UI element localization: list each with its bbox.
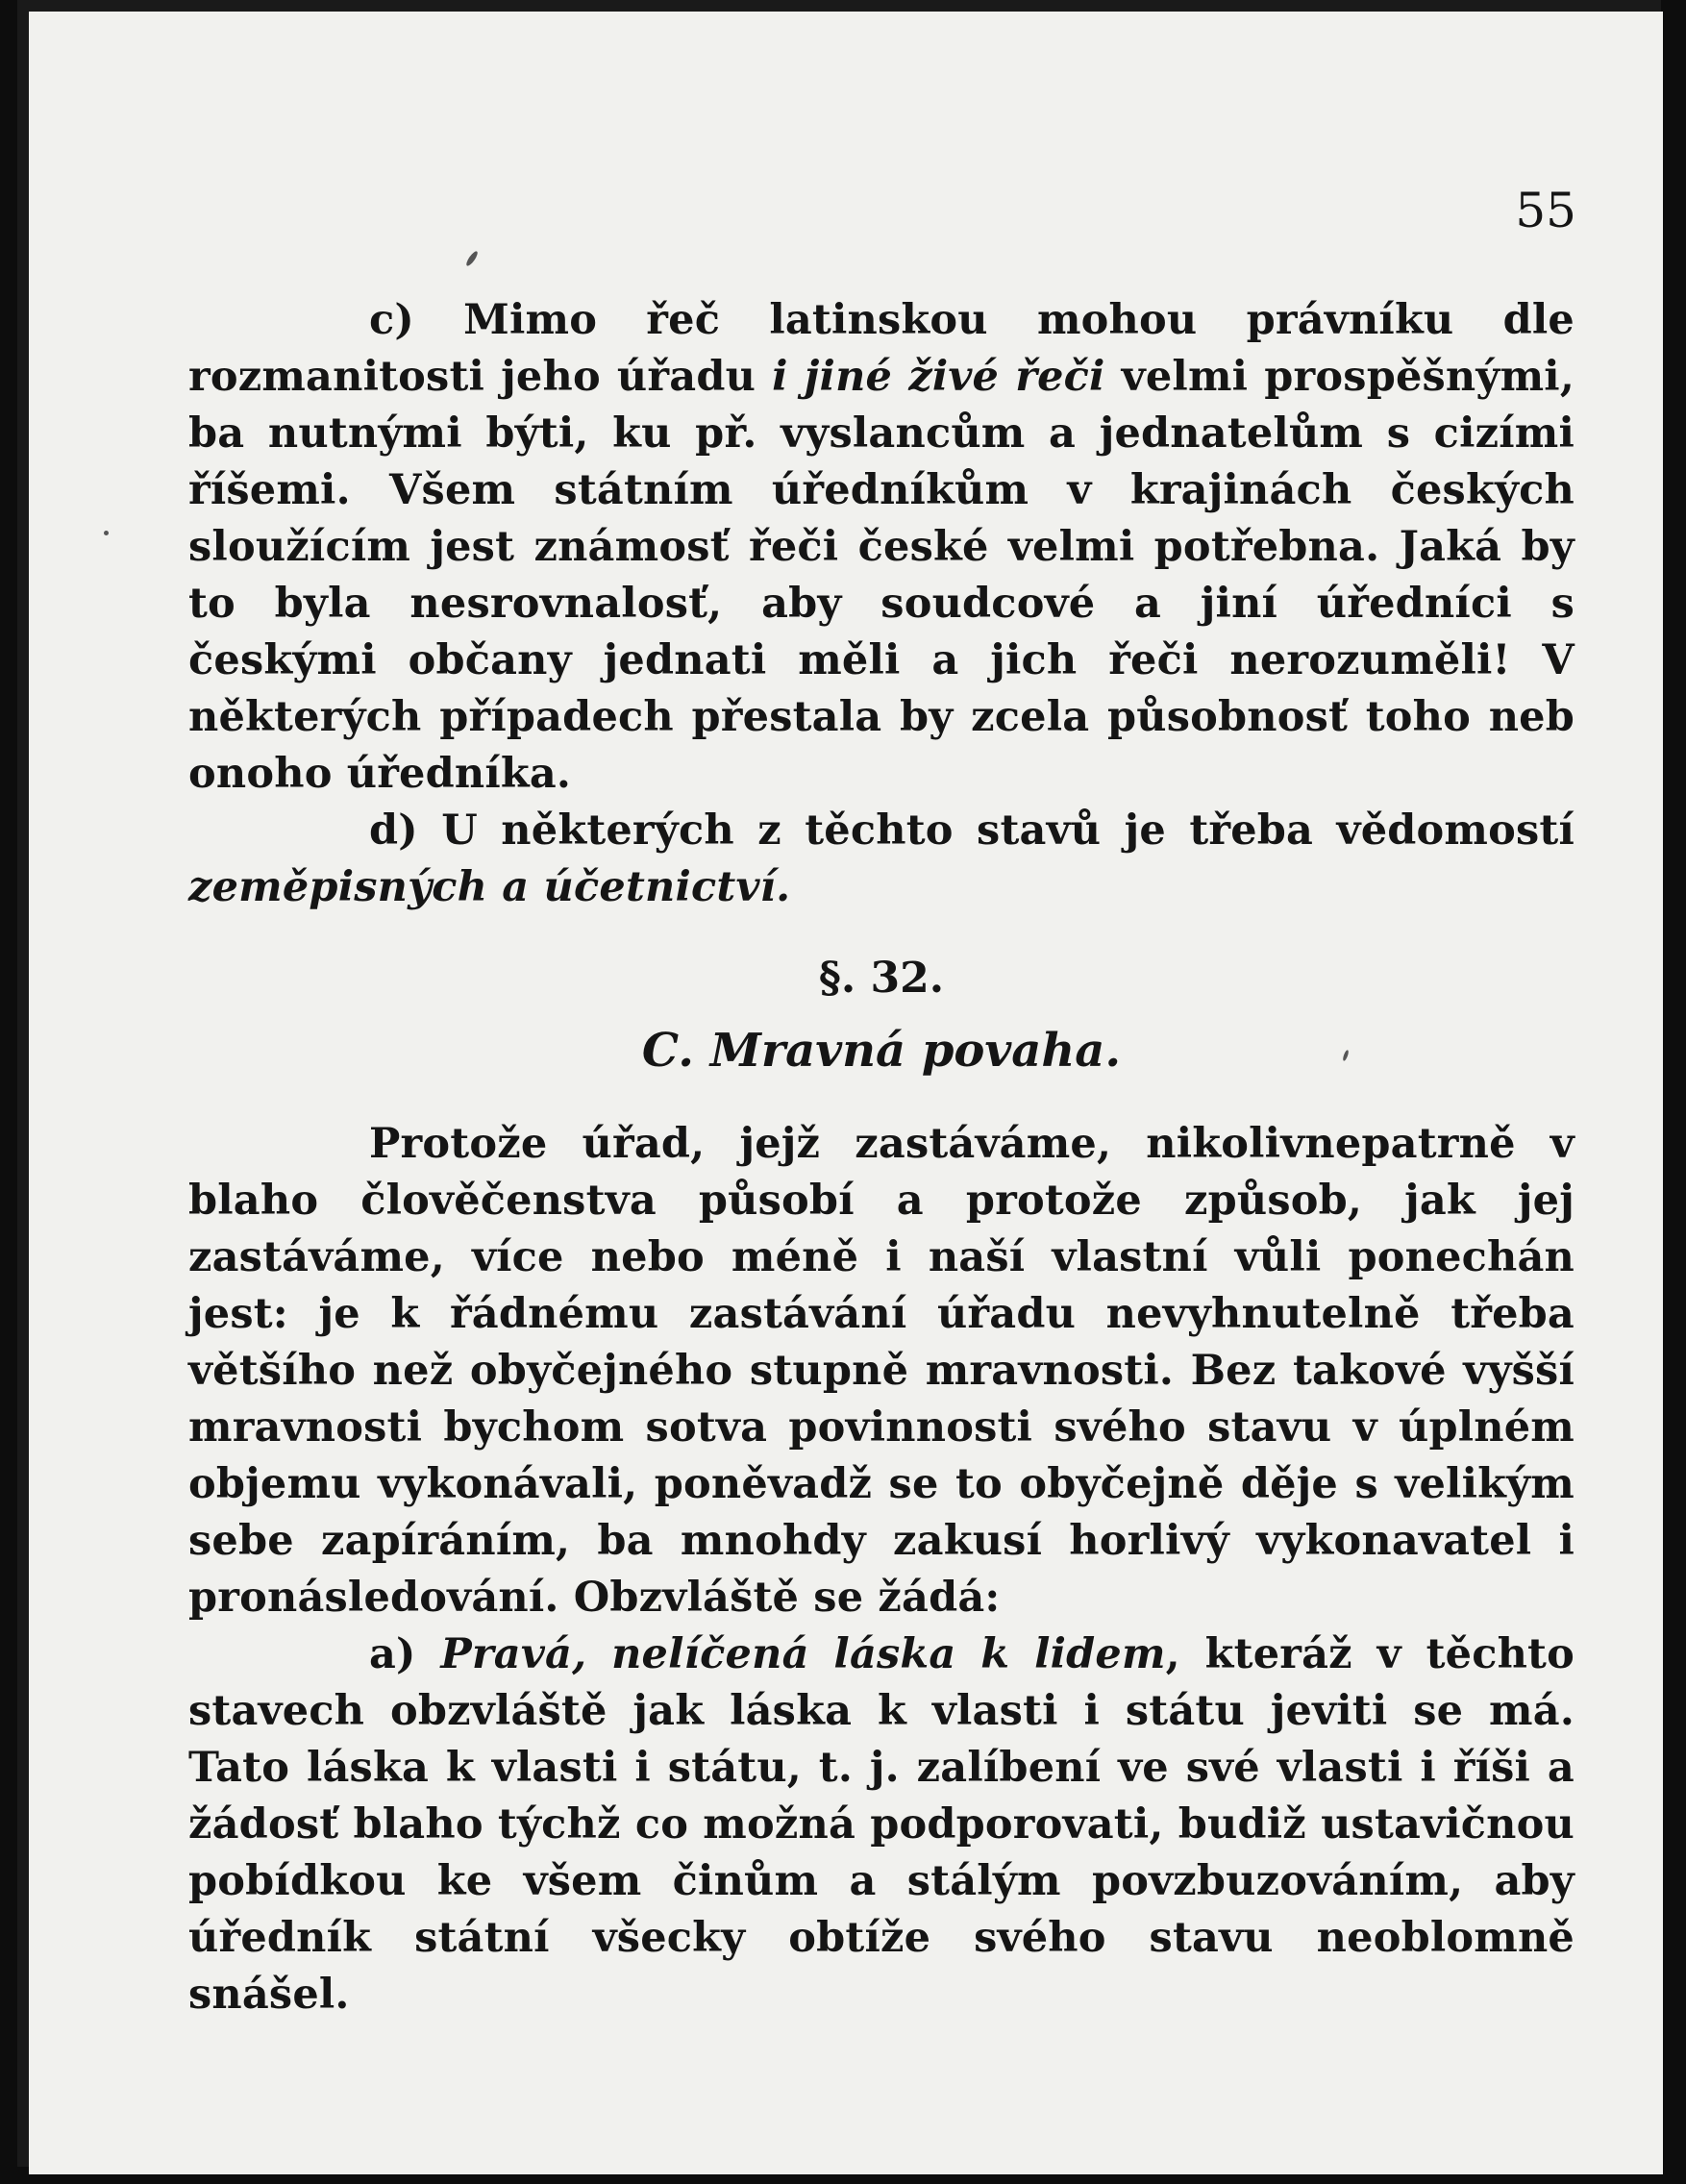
section-number: §. 32. xyxy=(818,954,945,1003)
print-speck xyxy=(104,531,109,535)
page-number: 55 xyxy=(1515,183,1576,238)
body-text xyxy=(188,292,1574,2023)
book-page xyxy=(29,12,1663,2174)
section-gap xyxy=(188,1089,1574,1116)
paragraph-a: a) Pravá, nelíčená láska k lidem, kteráž v těchto stavech obzvláště jak láska k vlasti i státu jeviti se má. Tato láska k vlasti i státu, t. j. zalíbení ve své vlasti i říši a žádosť blaho týchž co možná podporovati, budiž ustavičnou pobídkou ke všem činům a stálým povzbuzováním, aby úředník státní všecky obtíže svého stavu neoblomně snášel. xyxy=(188,1630,1574,2019)
print-speck xyxy=(464,250,479,267)
paragraph-d: d) U některých z těchto stavů je třeba vědomostí zeměpisných a účetnictví. xyxy=(188,807,1574,911)
page-spine-shadow xyxy=(0,0,17,2184)
paragraph-c: c) Mimo řeč latinskou mohou právníku dle rozmanitosti jeho úřadu i jiné živé řeči velmi prospěšnými, ba nutnými býti, ku př. vyslancům a jednatelům s cizími říšemi. Všem státním úředníkům v krajinách českých sloužícím jest známosť řeči české velmi potřebna. Jaká by to byla nesrovnalosť, aby soudcové a jiní úředníci s českými občany jednati měli a jich řeči nerozuměli! V některých případech přestala by zcela působnosť toho neb onoho úředníka. xyxy=(188,296,1574,798)
section-title: C. Mravná povaha. xyxy=(641,1024,1122,1078)
paragraph-intro: Protože úřad, jejž zastáváme, nikolivnepatrně v blaho člověčenstva působí a protože způsob, jak jej zastáváme, více nebo méně i naší vlastní vůli ponechán jest: je k řádnému zastávání úřadu nevyhnutelně třeba většího než obyčejného stupně mravnosti. Bez takové vyšší mravnosti bychom sotva povinnosti svého stavu v úplném objemu vykonávali, poněvadž se to obyčejně děje s velikým sebe zapíráním, ba mnohdy zakusí horlivý vykonavatel i pronásledování. Obzvláště se žádá: xyxy=(188,1120,1574,1622)
page-right-edge xyxy=(1661,0,1686,2184)
